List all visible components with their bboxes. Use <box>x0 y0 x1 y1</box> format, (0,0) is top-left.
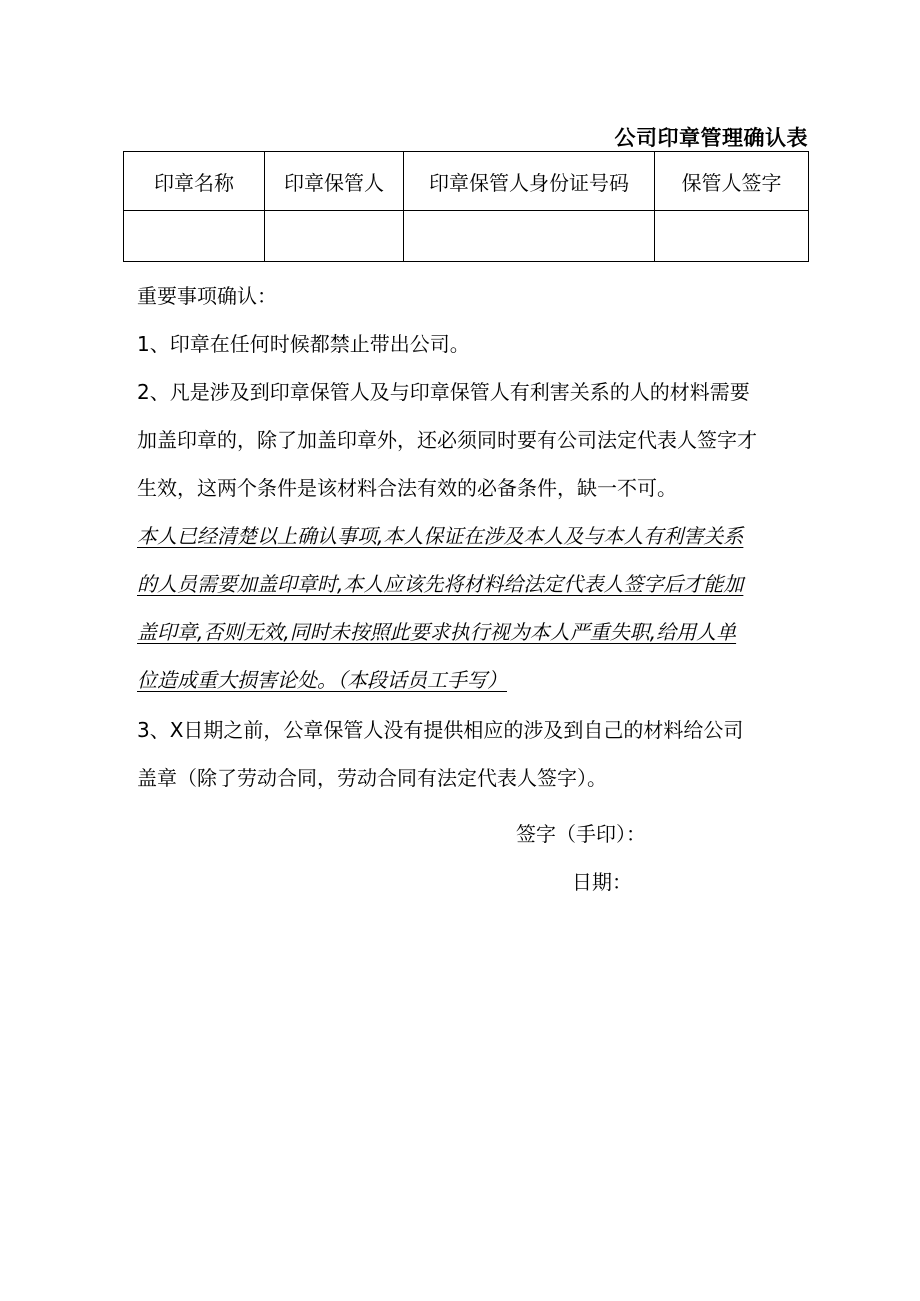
cell-keeper-id-number[interactable] <box>404 211 655 262</box>
header-keeper-signature: 保管人签字 <box>655 152 809 211</box>
item-3-line-2: 盖章（除了劳动合同，劳动合同有法定代表人签字）。 <box>137 766 607 790</box>
cell-seal-name[interactable] <box>124 211 265 262</box>
document-title: 公司印章管理确认表 <box>614 126 808 150</box>
item-1: 1、印章在任何时候都禁止带出公司。 <box>137 332 470 356</box>
item-3-line-1: 3、X日期之前，公章保管人没有提供相应的涉及到自己的材料给公司 <box>137 718 744 742</box>
header-seal-keeper: 印章保管人 <box>265 152 404 211</box>
item-2-line-3: 生效，这两个条件是该材料合法有效的必备条件，缺一不可。 <box>137 476 677 500</box>
signature-label: 签字（手印）： <box>516 822 646 846</box>
handwritten-statement-line-2: 的人员需要加盖印章时,本人应该先将材料给法定代表人签字后才能加 <box>137 572 744 596</box>
header-keeper-id-number: 印章保管人身份证号码 <box>404 152 655 211</box>
confirm-heading: 重要事项确认： <box>137 284 277 308</box>
item-2-line-1: 2、凡是涉及到印章保管人及与印章保管人有利害关系的人的材料需要 <box>137 380 750 404</box>
cell-seal-keeper[interactable] <box>265 211 404 262</box>
date-label: 日期： <box>572 870 632 894</box>
table-header-row <box>124 152 809 211</box>
item-2-line-2: 加盖印章的，除了加盖印章外，还必须同时要有公司法定代表人签字才 <box>137 428 757 452</box>
handwritten-statement-line-4: 位造成重大损害论处。（本段话员工手写） <box>137 668 507 692</box>
handwritten-statement-line-1: 本人已经清楚以上确认事项,本人保证在涉及本人及与本人有利害关系 <box>137 524 744 548</box>
table-row <box>124 211 809 262</box>
seal-info-table <box>123 151 809 262</box>
cell-keeper-signature[interactable] <box>655 211 809 262</box>
header-seal-name: 印章名称 <box>124 152 265 211</box>
handwritten-statement-line-3: 盖印章,否则无效,同时未按照此要求执行视为本人严重失职,给用人单 <box>137 620 737 644</box>
